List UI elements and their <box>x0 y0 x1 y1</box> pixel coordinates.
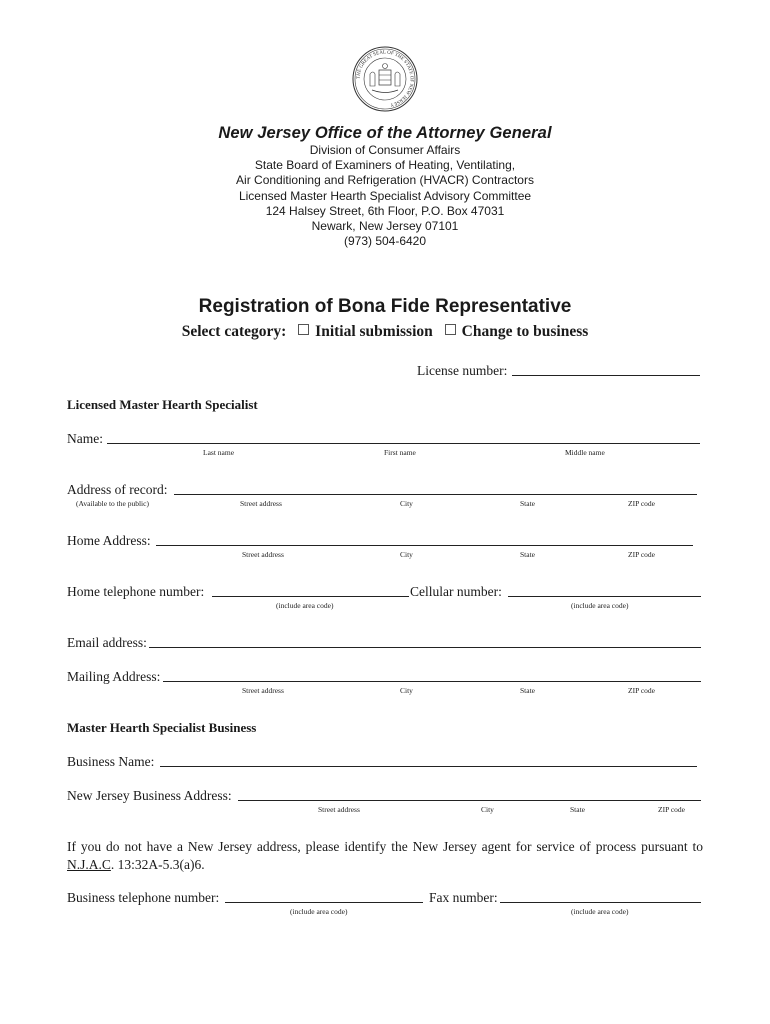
state-caption: State <box>520 499 535 508</box>
header-line: Newark, New Jersey 07101 <box>311 219 459 234</box>
form-title: Registration of Bona Fide Representative <box>198 296 572 317</box>
agent-note-text: If you do not have a New Jersey address, please identify the New Jersey agent for service of process pursuant to <box>67 839 703 854</box>
street-caption: Street address <box>318 805 360 814</box>
fax-label: Fax number: <box>429 890 498 905</box>
home-phone-label: Home telephone number: <box>67 584 205 599</box>
state-caption: State <box>570 805 585 814</box>
initial-submission-label: Initial submission <box>315 323 433 340</box>
area-code-caption: (include area code) <box>276 601 334 610</box>
city-caption: City <box>400 550 413 559</box>
mailing-address-field[interactable] <box>163 681 701 682</box>
state-caption: State <box>520 550 535 559</box>
city-caption: City <box>400 499 413 508</box>
city-caption: City <box>481 805 494 814</box>
cellular-label: Cellular number: <box>410 584 502 599</box>
name-label: Name: <box>67 431 103 446</box>
fax-field[interactable] <box>500 902 701 903</box>
business-phone-label: Business telephone number: <box>67 890 220 905</box>
license-number-field[interactable] <box>512 375 700 376</box>
agent-note-rule: . 13:32A-5.3(a)6. <box>110 857 205 872</box>
city-caption: City <box>400 686 413 695</box>
svg-text:THE GREAT SEAL OF THE STATE OF: THE GREAT SEAL OF THE STATE OF NEW JERSEY <box>356 50 414 107</box>
mailing-address-label: Mailing Address: <box>67 669 161 684</box>
address-of-record-field[interactable] <box>174 494 697 495</box>
zip-caption: ZIP code <box>628 550 656 559</box>
email-field[interactable] <box>149 647 701 648</box>
header-line: 124 Halsey Street, 6th Floor, P.O. Box 47031 <box>265 203 505 218</box>
address-of-record-label: Address of record: <box>67 482 168 497</box>
cellular-field[interactable] <box>508 596 701 597</box>
zip-caption: ZIP code <box>658 805 686 814</box>
state-seal-icon <box>352 46 418 112</box>
header-line: Air Conditioning and Refrigeration (HVACR) Contractors <box>236 173 534 188</box>
home-address-label: Home Address: <box>67 533 151 548</box>
agency-address-block <box>0 143 770 249</box>
business-name-label: Business Name: <box>67 754 155 769</box>
zip-caption: ZIP code <box>628 499 656 508</box>
home-address-field[interactable] <box>156 545 693 546</box>
area-code-caption: (include area code) <box>290 907 348 916</box>
change-to-business-label: Change to business <box>461 323 589 340</box>
initial-submission-checkbox[interactable] <box>298 324 309 335</box>
business-name-field[interactable] <box>160 766 697 767</box>
state-caption: State <box>520 686 535 695</box>
category-selector <box>0 323 770 341</box>
business-section-heading: Master Hearth Specialist Business <box>67 720 257 735</box>
nj-business-address-label: New Jersey Business Address: <box>67 788 232 803</box>
header-line: Licensed Master Hearth Specialist Advisory Committee <box>238 188 532 203</box>
home-phone-field[interactable] <box>212 596 409 597</box>
license-number-label: License number: <box>417 363 508 378</box>
nj-business-address-field[interactable] <box>238 800 701 801</box>
email-label: Email address: <box>67 635 147 650</box>
first-name-caption: First name <box>384 448 416 457</box>
street-caption: Street address <box>240 499 282 508</box>
header-line: Division of Consumer Affairs <box>309 143 461 157</box>
business-phone-field[interactable] <box>225 902 423 903</box>
area-code-caption: (include area code) <box>571 601 629 610</box>
njac-citation: N.J.A.C <box>67 857 111 872</box>
office-title: New Jersey Office of the Attorney General <box>218 124 552 142</box>
agent-note <box>67 838 703 874</box>
last-name-caption: Last name <box>203 448 235 457</box>
specialist-section-heading: Licensed Master Hearth Specialist <box>67 397 258 412</box>
area-code-caption: (include area code) <box>571 907 629 916</box>
change-to-business-checkbox[interactable] <box>445 324 456 335</box>
available-public-caption: (Available to the public) <box>76 499 149 508</box>
header-line: State Board of Examiners of Heating, Ventilating, <box>254 158 516 173</box>
street-caption: Street address <box>242 686 284 695</box>
zip-caption: ZIP code <box>628 686 656 695</box>
name-field[interactable] <box>107 443 700 444</box>
category-label: Select category: <box>181 323 287 340</box>
header-line: (973) 504-6420 <box>343 234 427 249</box>
middle-name-caption: Middle name <box>565 448 605 457</box>
street-caption: Street address <box>242 550 284 559</box>
